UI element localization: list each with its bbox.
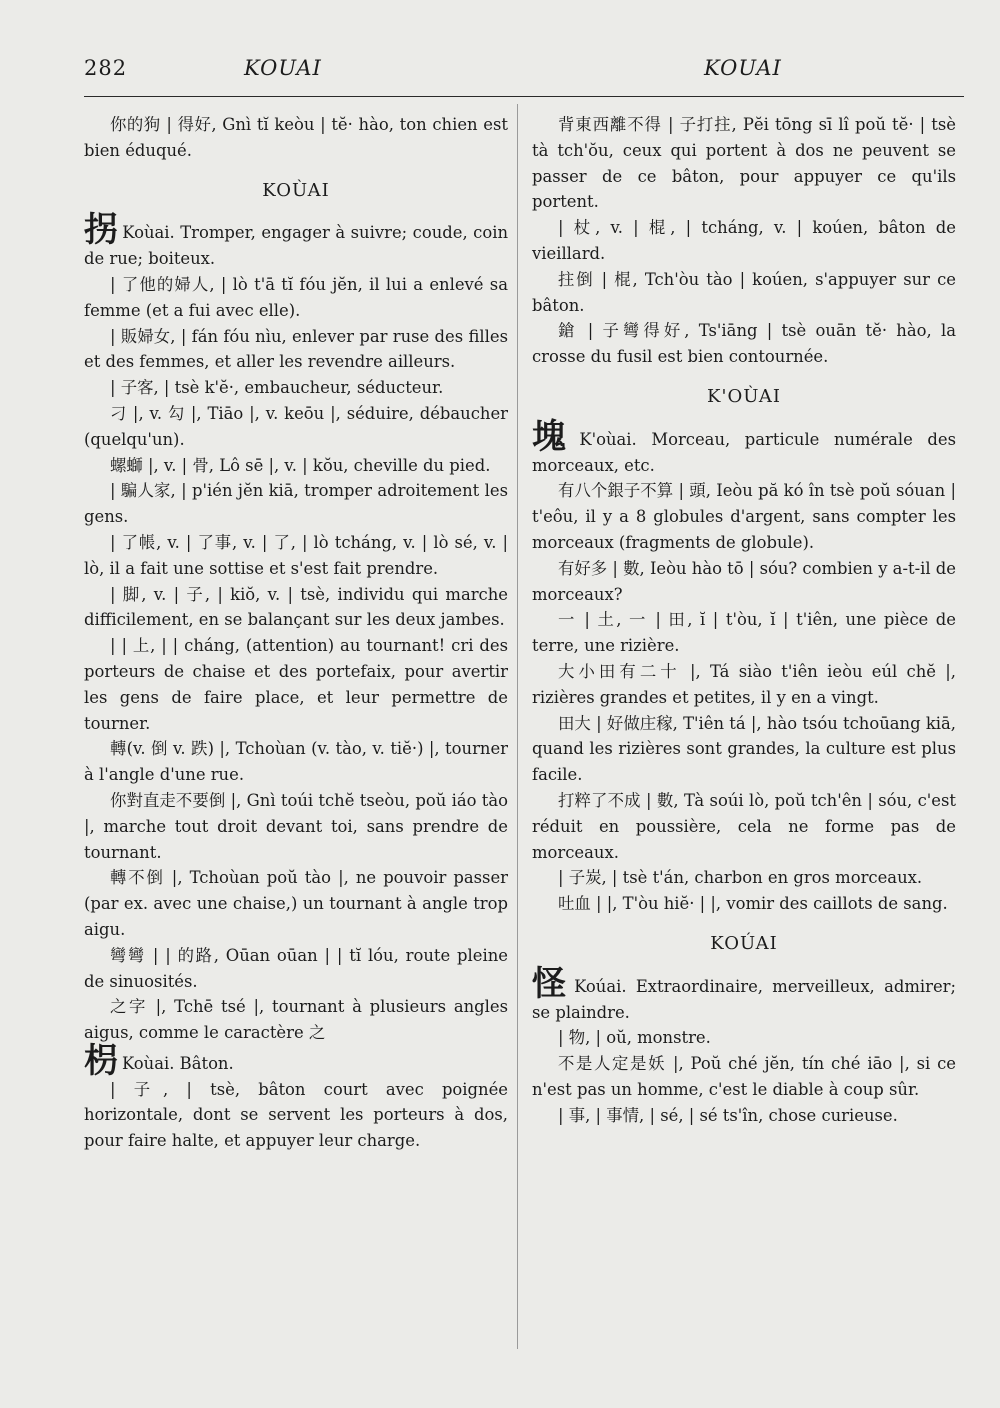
headword-definition: Koùai. Tromper, engager à suivre; coude, coin de rue; boiteux. xyxy=(84,223,508,269)
headword-entry xyxy=(84,210,508,272)
headword-entry xyxy=(84,1040,508,1081)
sub-entry: 刁 |, v. 勾 |, Tiāo |, v. keōu |, séduire, débaucher (quelqu'un). xyxy=(84,403,508,449)
header-rule xyxy=(84,96,964,97)
section-heading: KOÚAI xyxy=(710,932,778,954)
section-heading: K'OÙAI xyxy=(707,385,781,407)
sub-entry: | 了帳, v. | 了事, v. | 了, | lò tcháng, v. | lò sé, v. | lò, il a fait une sottise et s'est fait prendre. xyxy=(84,532,508,578)
sub-entry: 一 | 土, 一 | 田, ĭ | t'òu, ĭ | t'iên, une pièce de terre, une rizière. xyxy=(532,610,956,656)
column-divider xyxy=(517,104,518,1349)
page-header xyxy=(84,56,964,90)
sub-entry: 你對直走不要倒 |, Gnì toúi tchĕ tseòu, poŭ iáo tào |, marche tout droit devant toi, sans prendre de tournant. xyxy=(84,790,508,862)
sub-entry: 背東西離不得 | 子打拄, Pĕi tōng sī lî poŭ tĕ· | tsè tà tch'ŏu, ceux qui portent à dos ne peuvent se passer de ce bâton, pour appuyer ce qu'ils portent. xyxy=(532,115,956,212)
sub-entry: | 子炭, | tsè t'án, charbon en gros morceaux. xyxy=(558,868,923,888)
headword-definition: Koùai. Bâton. xyxy=(122,1053,234,1073)
sub-entry: 拄倒 | 棍, Tch'òu tào | koúen, s'appuyer sur ce bâton. xyxy=(532,269,956,315)
sub-entry: | 脚, v. | 子, | kiŏ, v. | tsè, individu qui marche difficilement, en se balançant sur les deux jambes. xyxy=(84,584,508,630)
sub-entry: 轉(v. 倒 v. 跌) |, Tchoùan (v. tào, v. tiĕ·) |, tourner à l'angle d'une rue. xyxy=(84,739,508,785)
sub-entry: | 了他的婦人, | lò t'ā tĭ fóu jĕn, il lui a enlevé sa femme (et a fui avec elle). xyxy=(84,274,508,320)
headword-character: 怪 xyxy=(532,963,571,1004)
sub-entry: 鎗 | 子彎得好, Ts'iāng | tsè ouān tĕ· hào, la crosse du fusil est bien contournée. xyxy=(532,321,956,367)
running-head-right: KOUAI xyxy=(704,56,782,80)
running-head-left: KOUAI xyxy=(244,56,322,80)
headword-definition: Koúai. Extraordinaire, merveilleux, admirer; se plaindre. xyxy=(532,976,957,1022)
headword-character: 塊 xyxy=(532,416,576,457)
sub-entry: | 子, | tsè, bâton court avec poignée horizontale, dont se servent les porteurs à dos, pour faire halte, et appuyer leur charge. xyxy=(84,1079,508,1151)
sub-entry: | 杖, v. | 棍, | tcháng, v. | koúen, bâton de vieillard. xyxy=(532,218,956,263)
sub-entry: 之字 |, Tchē tsé |, tournant à plusieurs angles aigus, comme le caractère 之 xyxy=(84,997,508,1043)
page-number: 282 xyxy=(84,56,128,80)
sub-entry: | | 上, | | cháng, (attention) au tournant! cri des porteurs de chaise et des portefaix, pour avertir les gens de faire place, et leur permettre de tourner. xyxy=(84,636,508,733)
sub-entry: 不是人定是妖 |, Poŭ ché jĕn, tín ché iāo |, si ce n'est pas un homme, c'est le diable à coup sûr. xyxy=(532,1054,956,1099)
sub-entry: | 物, | oŭ, monstre. xyxy=(558,1028,711,1048)
sub-entry: 田大 | 好做庄稼, T'iên tá |, hào tsóu tchoūang kiā, quand les rizières sont grandes, la culture est plus facile. xyxy=(532,713,956,785)
headword-entry xyxy=(532,963,957,1026)
headword-character: 枴 xyxy=(84,1040,118,1081)
sub-entry: 打粹了不成 | 數, Tà soúi lò, poŭ tch'ên | sóu, c'est réduit en poussière, cela ne forme pas de morceaux. xyxy=(532,790,956,862)
sub-entry: | 子客, | tsè k'ĕ·, embaucheur, séducteur. xyxy=(110,378,444,398)
sub-entry: 螺螄 |, v. | 骨, Lô sē |, v. | kŏu, cheville du pied. xyxy=(110,455,491,475)
sub-entry: 彎彎 | | 的路, Oūan oūan | | tĭ lóu, route pleine de sinuosités. xyxy=(84,945,508,991)
sub-entry: 吐血 | |, T'òu hiĕ· | |, vomir des caillots de sang. xyxy=(558,894,948,914)
sub-entry: | 販婦女, | fán fóu nìu, enlever par ruse des filles et des femmes, et aller les revendre ailleurs. xyxy=(84,326,508,372)
sub-entry: 大小田有二十 |, Tá siào t'iên ieòu eúl chĕ |, rizières grandes et petites, il y en a vingt. xyxy=(532,661,956,707)
sub-entry: 有好多 | 數, Ieòu hào tō | sóu? combien y a-t-il de morceaux? xyxy=(532,558,956,604)
headword-character: 拐 xyxy=(84,210,119,251)
right-column xyxy=(532,112,956,1128)
section-heading: KOÙAI xyxy=(262,179,330,201)
sub-entry: 有八个銀子不算 | 頭, Ieòu pă kó în tsè poŭ sóuan | t'eôu, il y a 8 globules d'argent, sans compter les morceaux (fragments de globule). xyxy=(532,481,956,552)
sub-entry: 你的狗 | 得好, Gnì tĭ keòu | tĕ· hào, ton chien est bien éduqué. xyxy=(84,115,508,160)
sub-entry: 轉不倒 |, Tchoùan poŭ tào |, ne pouvoir passer (par ex. avec une chaise,) un tournant à angle trop aigu. xyxy=(84,868,508,939)
sub-entry: | 騙人家, | p'ién jĕn kiā, tromper adroitement les gens. xyxy=(84,481,508,527)
sub-entry: | 事, | 事情, | sé, | sé ts'în, chose curieuse. xyxy=(558,1105,898,1125)
headword-entry xyxy=(532,416,957,479)
headword-definition: K'oùai. Morceau, particule numérale des morceaux, etc. xyxy=(532,429,957,475)
left-column xyxy=(84,112,508,1154)
